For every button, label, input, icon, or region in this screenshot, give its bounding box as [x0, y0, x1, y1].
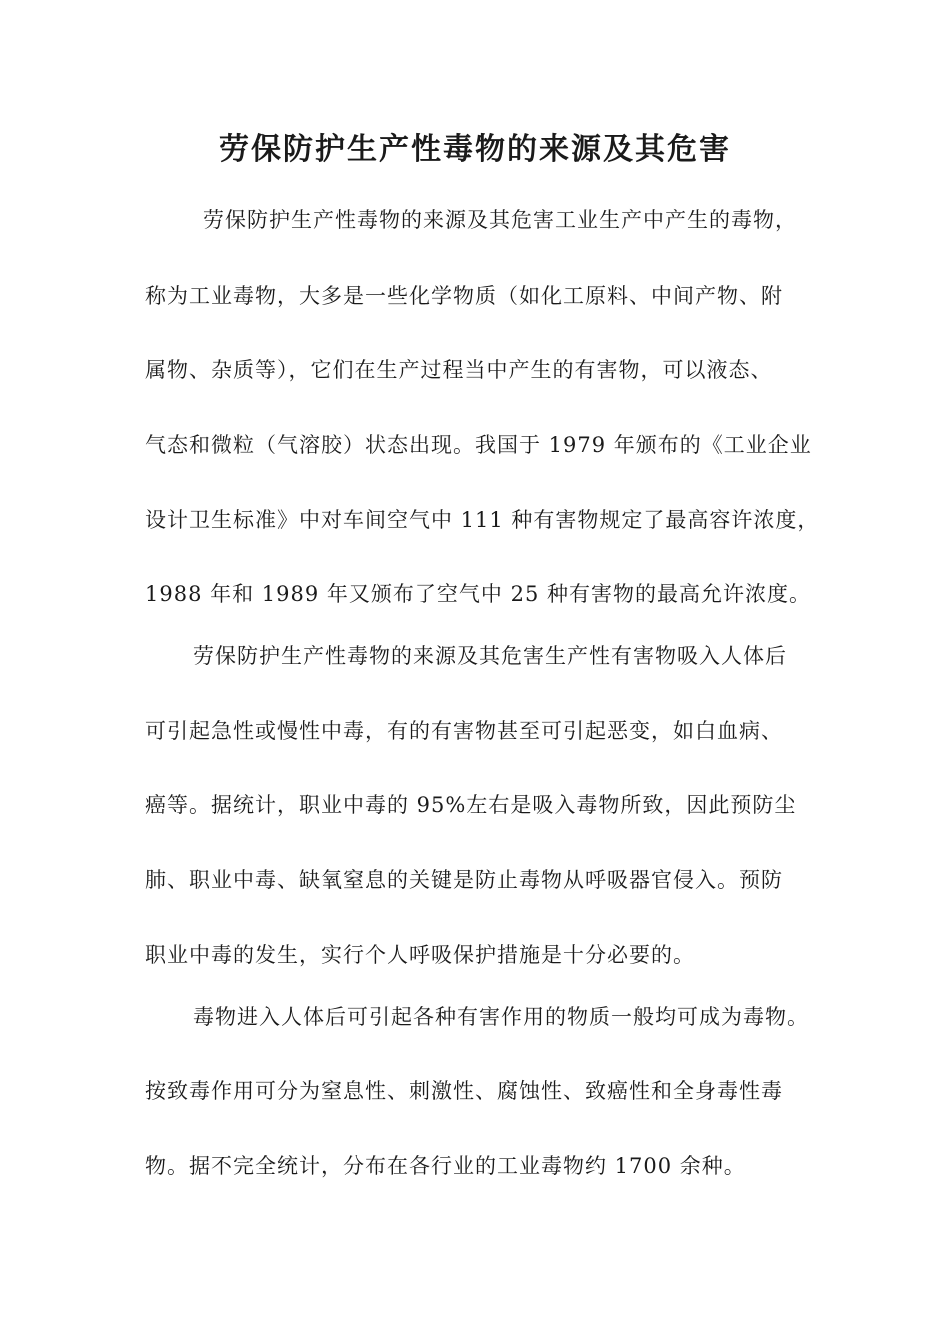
paragraph-1-line-3: 属物、杂质等），它们在生产过程当中产生的有害物，可以液态、 [145, 358, 773, 382]
paragraph-1-line-2: 称为工业毒物，大多是一些化学物质（如化工原料、中间产物、附 [145, 284, 783, 308]
paragraph-3-line-1: 毒物进入人体后可引起各种有害作用的物质一般均可成为毒物。 [193, 1005, 809, 1029]
paragraph-1-line-4: 气态和微粒（气溶胶）状态出现。我国于 1979 年颁布的《工业企业 [145, 433, 812, 457]
paragraph-3-line-2: 按致毒作用可分为窒息性、刺激性、腐蚀性、致癌性和全身毒性毒 [145, 1079, 783, 1103]
paragraph-1-line-1: 劳保防护生产性毒物的来源及其危害工业生产中产生的毒物， [203, 208, 797, 232]
paragraph-2-line-2: 可引起急性或慢性中毒，有的有害物甚至可引起恶变，如白血病、 [145, 719, 783, 743]
document-title: 劳保防护生产性毒物的来源及其危害 [219, 132, 731, 167]
paragraph-1-line-6: 1988 年和 1989 年又颁布了空气中 25 种有害物的最高允许浓度。 [145, 582, 811, 606]
paragraph-2-line-1: 劳保防护生产性毒物的来源及其危害生产性有害物吸入人体后 [193, 644, 787, 668]
paragraph-2-line-4: 肺、职业中毒、缺氧窒息的关键是防止毒物从呼吸器官侵入。预防 [145, 868, 783, 892]
paragraph-2-line-5: 职业中毒的发生，实行个人呼吸保护措施是十分必要的。 [145, 943, 695, 967]
paragraph-2-line-3: 癌等。据统计，职业中毒的 95%左右是吸入毒物所致，因此预防尘 [145, 793, 797, 817]
paragraph-1-line-5: 设计卫生标准》中对车间空气中 111 种有害物规定了最高容许浓度， [145, 508, 820, 532]
paragraph-3-line-3: 物。据不完全统计，分布在各行业的工业毒物约 1700 余种。 [145, 1154, 746, 1178]
